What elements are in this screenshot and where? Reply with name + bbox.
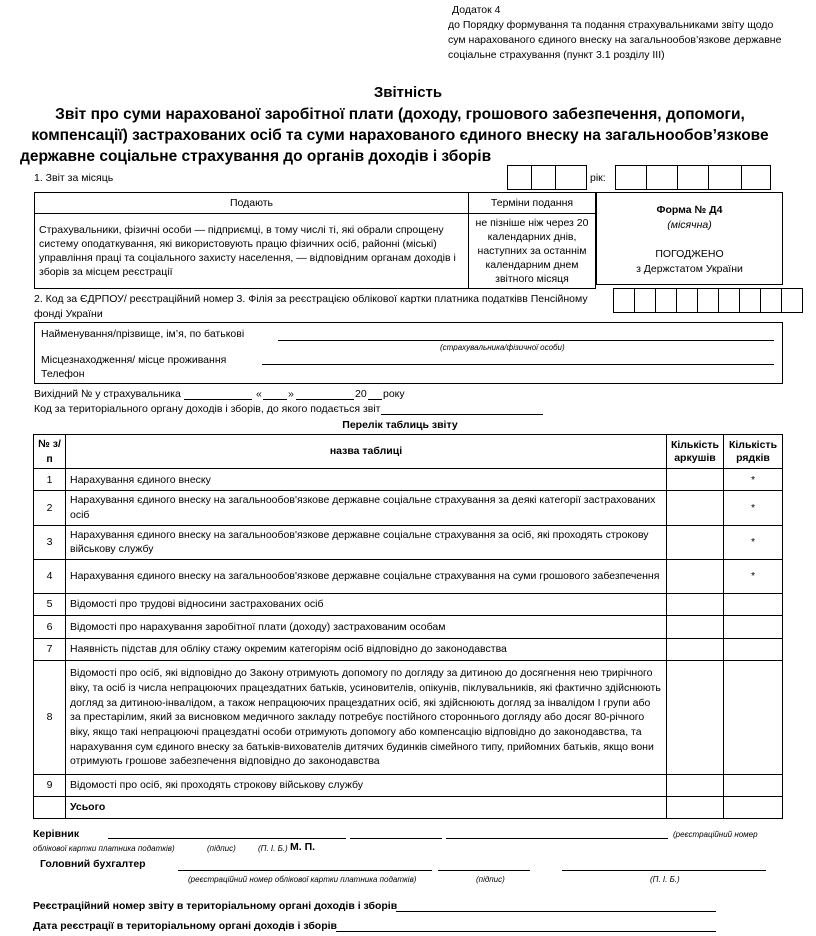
row-rows-cell[interactable]: * [724,491,783,525]
row-num: 2 [34,491,66,525]
total-num-cell [34,797,66,819]
row-num: 1 [34,469,66,491]
row-sheets-cell[interactable] [666,525,723,559]
row-rows-cell[interactable] [724,594,783,616]
row-num: 9 [34,775,66,797]
year-cell[interactable] [646,165,678,190]
head-reg-hint: (реєстраційний номер [673,830,758,839]
table-row [34,616,783,639]
table-row [34,661,783,775]
row-num: 6 [34,616,66,639]
month-cells[interactable] [508,165,587,190]
insurer-phone-label: Телефон [41,368,85,380]
accountant-reg-field[interactable] [178,870,432,871]
row-name: Нарахування єдиного внеску на загальнообов'язкове державне соціальне страхування за деякі категорії застрахованих осіб [66,491,667,525]
code-cell[interactable] [676,288,698,313]
total-label: Усього [66,797,667,819]
table-row [34,525,783,559]
table-row [34,639,783,661]
outgoing-label: Вихідний № у страхувальника [34,388,181,400]
accountant-reg-hint: (реєстраційний номер облікової картки платника податків) [188,875,417,884]
accountant-name-field[interactable] [562,870,766,871]
month-cell[interactable] [507,165,532,190]
page-title: Звітність [373,84,443,101]
row-num: 3 [34,525,66,559]
submitters-text: Страхувальники, фізичні особи — підприємці, в тому числі ті, які обрали спрощену систему оподаткування, які використовують працю фізичних осіб, районні (міські) управління праці та соціального захисту населення, — відповідним органам доходів і зборів за місцем реєстрації [35,214,469,289]
col-rows-header: Кількість рядків [724,435,783,469]
outgoing-quote-open: « [256,388,262,400]
code-cell[interactable] [781,288,803,313]
row-rows-cell[interactable] [724,661,783,775]
total-sheets-cell[interactable] [666,797,723,819]
reg-number-label: Реєстраційний номер звіту в територіальному органі доходів і зборів [33,900,398,912]
code-cell[interactable] [697,288,719,313]
row-name: Відомості про трудові відносини застрахованих осіб [66,594,667,616]
accountant-sign-field[interactable] [438,870,530,871]
row-rows-cell[interactable] [724,616,783,639]
code-cell[interactable] [634,288,656,313]
authority-label: Код за територіального органу доходів і зборів, до якого подається звіт [34,403,381,415]
row-rows-cell[interactable]: * [724,560,783,594]
row-sheets-cell[interactable] [666,594,723,616]
code-cell[interactable] [613,288,635,313]
table-row [34,469,783,491]
submit-table [34,192,596,289]
year-cell[interactable] [615,165,647,190]
row-name: Наявність підстав для обліку стажу окремим категоріям осіб відповідно до законодавства [66,639,667,661]
appendix-title: Додаток 4 [452,4,501,16]
accountant-name-hint: (П. І. Б.) [650,875,680,884]
reg-date-label: Дата реєстрації в територіальному органі доходів і зборів [33,920,338,932]
row-name: Відомості про осіб, які проходять строкову військову службу [66,775,667,797]
row-num: 7 [34,639,66,661]
year-cell[interactable] [677,165,709,190]
form-period: (місячна) [667,219,712,231]
tables-list [33,434,783,819]
head-name-field[interactable] [446,838,668,839]
year-cell[interactable] [741,165,771,190]
table-row [34,491,783,525]
row-sheets-cell[interactable] [666,639,723,661]
head-reg-hint-cont: облікової картки платника податків) [33,844,175,853]
code-cell[interactable] [718,288,740,313]
outgoing-year-suffix: року [383,388,405,400]
form-box [596,192,783,285]
accountant-sign-hint: (підпис) [476,875,505,884]
row-sheets-cell[interactable] [666,775,723,797]
head-sign-hint: (підпис) [207,844,236,853]
row-num: 5 [34,594,66,616]
month-cell[interactable] [531,165,556,190]
insurer-name-hint: (страхувальника/фізичної особи) [440,343,565,352]
deadline-header: Терміни подання [469,193,596,214]
row-name: Відомості про осіб, які відповідно до Закону отримують допомогу по догляду за дитиною до досягнення нею трирічного віку, та осіб із числа непрацюючих працездатних батьків, усиновителів, опікунів, піклувальників, які фактично здійснюють догляд за дитиною-інвалідом, а також непрацюючих працездатних осіб, які здійснюють догляд за інвалідом І групи або за престарілим, який за висновком медичного закладу потребує постійного стороннього догляду або досяг 80-річного віку, якщо такі непрацюючі працездатні особи отримують допомогу або компенсацію відповідно до законодавства, та нарахування сум єдиного внеску за батьків-вихователів дитячих будинків сімейного типу, прийомних батьків, якщо вони отримують грошове забезпечення відповідно до законодавства [66,661,667,775]
year-label: рік: [590,172,606,184]
year-cell[interactable] [708,165,742,190]
row-sheets-cell[interactable] [666,661,723,775]
form-approved-by: з Держстатом України [636,263,743,275]
deadline-text: не пізніше ніж через 20 календарних днів, наступних за останнім календарним днем звітного місяця [469,214,596,289]
code-cells[interactable] [614,288,803,313]
insurer-address-field[interactable] [262,364,774,365]
row-name: Нарахування єдиного внеску [66,469,667,491]
code-cell[interactable] [760,288,782,313]
outgoing-year-prefix: 20 [355,388,367,400]
report-subtitle: Звіт про суми нарахованої заробітної плати (доходу, грошового забезпечення, допомоги, компенсації) застрахованих осіб та суми нарахованого єдиного внеску на загальнообов’язкове державне соціальне страхування до органів доходів і зборів [20,106,769,165]
row-name: Відомості про нарахування заробітної плати (доходу) застрахованим особам [66,616,667,639]
insurer-name-label: Найменування/прізвище, ім’я, по батькові [41,328,245,340]
stamp-label: М. П. [290,841,316,853]
head-sign-field[interactable] [350,838,442,839]
authority-field[interactable] [381,414,543,415]
table-row [34,560,783,594]
codes-text: 2. Код за ЄДРПОУ/ реєстраційний номер 3. Філія за реєстрацією облікової картки платника податківв Пенсійному фонді України [34,293,588,320]
col-sheets-header: Кількість аркушів [666,435,723,469]
form-name: Форма № Д4 [656,204,723,216]
row-rows-cell[interactable]: * [724,525,783,559]
insurer-name-field[interactable] [278,340,774,341]
total-row [34,797,783,819]
appendix-block [448,3,793,63]
row-sheets-cell[interactable] [666,560,723,594]
insurer-address-label: Місцезнаходження/ місце проживання [41,354,227,366]
accountant-label: Головний бухгалтер [40,858,146,870]
submitters-header: Подають [35,193,469,214]
head-label: Керівник [33,828,80,840]
outgoing-quote-close: » [288,388,294,400]
head-name-hint: (П. І. Б.) [258,844,288,853]
head-reg-field[interactable] [108,838,346,839]
table-row [34,775,783,797]
reg-date-field[interactable] [336,931,716,932]
appendix-text: до Порядку формування та подання страхувальниками звіту щодо сум нарахованого єдиного внеску на загальнообов’язкове державне соціальне страхування (пункт 3.1 розділу ІІІ) [448,19,782,61]
row-rows-cell[interactable] [724,775,783,797]
row-rows-cell[interactable] [724,639,783,661]
code-cell[interactable] [739,288,761,313]
col-num-header: № з/п [34,435,66,469]
outgoing-year-field[interactable] [368,399,382,400]
row-sheets-cell[interactable] [666,491,723,525]
row-name: Нарахування єдиного внеску на загальнообов'язкове державне соціальне страхування на суми грошового забезпечення [66,560,667,594]
year-cells[interactable] [616,165,771,190]
month-cell[interactable] [555,165,587,190]
list-title: Перелік таблиць звіту [342,419,458,431]
reg-number-field[interactable] [396,911,716,912]
code-cell[interactable] [655,288,677,313]
total-rows-cell[interactable] [724,797,783,819]
month-label: 1. Звіт за місяць [34,172,114,184]
row-num: 4 [34,560,66,594]
outgoing-day-field[interactable] [263,399,287,400]
row-name: Нарахування єдиного внеску на загальнообов'язкове державне соціальне страхування за осіб, які проходять строкову військову службу [66,525,667,559]
outgoing-month-field[interactable] [296,399,354,400]
col-name-header: назва таблиці [66,435,667,469]
form-approved: ПОГОДЖЕНО [655,248,724,260]
row-num: 8 [34,661,66,775]
row-sheets-cell[interactable] [666,469,723,491]
outgoing-number-field[interactable] [184,399,252,400]
table-row [34,594,783,616]
row-sheets-cell[interactable] [666,616,723,639]
row-rows-cell[interactable]: * [724,469,783,491]
